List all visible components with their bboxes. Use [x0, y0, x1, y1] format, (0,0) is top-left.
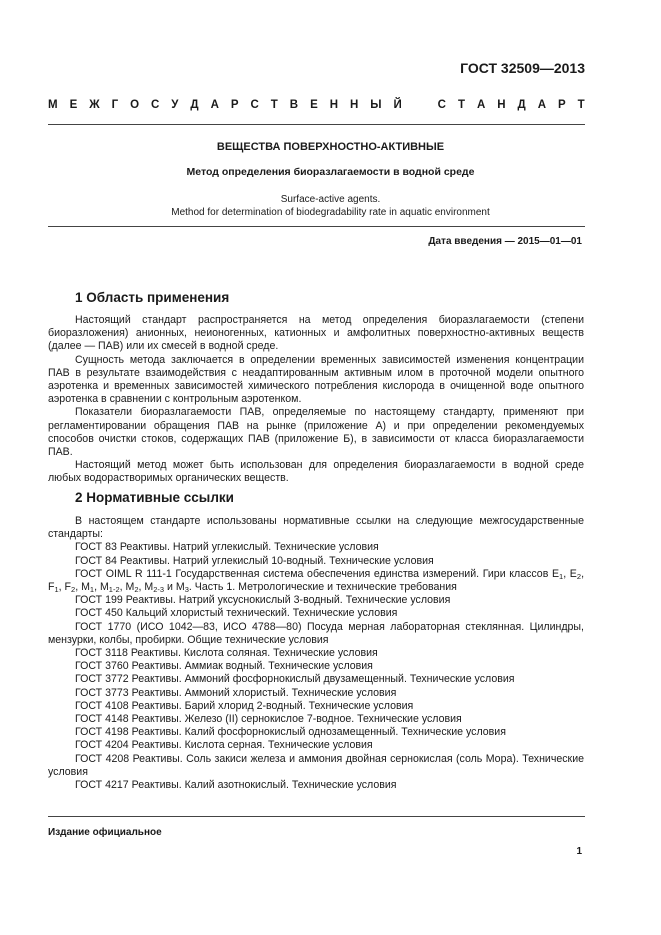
- kind-letter: Е: [69, 99, 78, 111]
- reference-item: ГОСТ 450 Кальций хлористый технический. Технические условия: [75, 607, 398, 620]
- kind-letter: У: [171, 99, 179, 111]
- reference-item: ГОСТ 4148 Реактивы. Железо (II) сернокислое 7-водное. Технические условия: [75, 713, 462, 726]
- reference-item: ГОСТ 4217 Реактивы. Калий азотнокислый. Технические условия: [75, 779, 397, 792]
- paragraph: Показатели биоразлагаемости ПАВ, определяемые по настоящему стандарту, применяют при регламентировании обращения ПАВ на рынке (приложение А) и при определении рекомендуемых способов очистки стоков, содержащих ПАВ (приложение Б), в зависимости от класса биоразлагаемости ПАВ.: [48, 406, 584, 459]
- document-title-english: [0, 193, 661, 219]
- reference-item: ГОСТ 3118 Реактивы. Кислота соляная. Технические условия: [75, 647, 378, 660]
- reference-item: ГОСТ 1770 (ИСО 1042—83, ИСО 4788—80) Посуда мерная лабораторная стеклянная. Цилиндры, мензурки, колбы, пробирки. Общие технические условия: [48, 620, 584, 646]
- footer-divider: [48, 816, 585, 817]
- paragraph: Настоящий метод может быть использован для определения биоразлагаемости в водной среде любых водорастворимых органических веществ.: [48, 459, 584, 485]
- reference-item: ГОСТ 4108 Реактивы. Барий хлорид 2-водный. Технические условия: [75, 699, 414, 712]
- kind-letter: М: [48, 99, 58, 111]
- kind-letter: Н: [349, 99, 359, 111]
- reference-item: ГОСТ 3773 Реактивы. Аммоний хлористый. Технические условия: [75, 686, 397, 699]
- paragraph: Настоящий стандарт распространяется на метод определения биоразлагаемости (степени биоразложения) анионных, неионогенных, катионных и амфолитных поверхностно-активных веществ (далее — ПАВ) или их смесей в водной среде.: [48, 314, 584, 353]
- reference-item-oiml: ГОСТ OIML R 111-1 Государственная система обеспечения единства измерений. Гири классов $E_1$, $E_2$, $F_1$, $F_2$, $M_1$, $M_{1-2}$, $M_2$, $M_{2-3}$ и $M_3$. Часть 1. Метрологические и технические требования: [48, 567, 585, 595]
- section-2-heading: 2 Нормативные ссылки: [75, 490, 234, 505]
- kind-letter: Ж: [89, 99, 100, 111]
- section-1-heading: 1 Область применения: [75, 290, 230, 305]
- reference-item: ГОСТ 3772 Реактивы. Аммоний фосфорнокислый двузамещенный. Технические условия: [75, 673, 515, 686]
- title-en-line: Method for determination of biodegradability rate in aquatic environment: [171, 207, 490, 218]
- kind-letter: С: [151, 99, 160, 111]
- reference-item: ГОСТ 4208 Реактивы. Соль закиси железа и аммония двойная сернокислая (соль Мора). Технические условия: [48, 752, 584, 778]
- document-title: ВЕЩЕСТВА ПОВЕРХНОСТНО-АКТИВНЫЕ: [216, 141, 445, 153]
- reference-item: ГОСТ 199 Реактивы. Натрий уксуснокислый 3-водный. Технические условия: [75, 594, 451, 607]
- reference-item: ГОСТ 4204 Реактивы. Кислота серная. Технические условия: [75, 739, 373, 752]
- kind-letter: А: [476, 99, 486, 111]
- kind-letter: Й: [393, 99, 402, 111]
- kind-letter: Е: [310, 99, 318, 111]
- section-1-body: [48, 314, 584, 486]
- kind-letter: Ы: [370, 99, 382, 111]
- page-number: 1: [576, 846, 582, 857]
- kind-letter: Г: [111, 99, 119, 111]
- title-en-line: Surface-active agents.: [280, 194, 381, 205]
- kind-letter: А: [210, 99, 219, 111]
- kind-letter: С: [437, 99, 446, 111]
- reference-item: ГОСТ 83 Реактивы. Натрий углекислый. Технические условия: [75, 541, 379, 554]
- standard-number: ГОСТ 32509—2013: [460, 60, 585, 76]
- kind-letter: С: [250, 99, 259, 111]
- paragraph: В настоящем стандарте использованы нормативные ссылки на следующие межгосударственные стандарты:: [48, 515, 584, 541]
- kind-letter: Д: [190, 99, 199, 111]
- kind-letter: В: [289, 99, 299, 111]
- kind-letter: Т: [457, 99, 465, 111]
- kind-letter: Д: [517, 99, 526, 111]
- kind-letter: Р: [557, 99, 566, 111]
- kind-letter: Т: [270, 99, 278, 111]
- kind-letter: Н: [329, 99, 339, 111]
- edition-note: Издание официальное: [48, 827, 162, 838]
- kind-letter: Н: [497, 99, 506, 111]
- document-subtitle: Метод определения биоразлагаемости в водной среде: [186, 166, 475, 178]
- introduction-date: Дата введения — 2015—01—01: [428, 236, 582, 247]
- header-divider: [48, 124, 585, 125]
- paragraph: Сущность метода заключается в определении временных зависимостей изменения концентрации ПАВ в результате взаимодействия с неадаптированным активным илом в проточной модели опытного аэротенка и временных зависимостей химического потребления кислорода в очищенной воде опытного аэротенка в сравнении с контрольным аэротенком.: [48, 353, 584, 406]
- title-divider: [48, 226, 585, 227]
- standard-kind: [48, 99, 585, 111]
- kind-letter: О: [130, 99, 140, 111]
- kind-letter: Р: [230, 99, 239, 111]
- reference-item: ГОСТ 84 Реактивы. Натрий углекислый 10-водный. Технические условия: [75, 554, 434, 567]
- section-2-body: [48, 515, 584, 792]
- reference-item: ГОСТ 3760 Реактивы. Аммиак водный. Технические условия: [75, 660, 373, 673]
- kind-letter: А: [537, 99, 546, 111]
- reference-item: ГОСТ 4198 Реактивы. Калий фосфорнокислый однозамещенный. Технические условия: [75, 726, 506, 739]
- kind-letter: Т: [577, 99, 585, 111]
